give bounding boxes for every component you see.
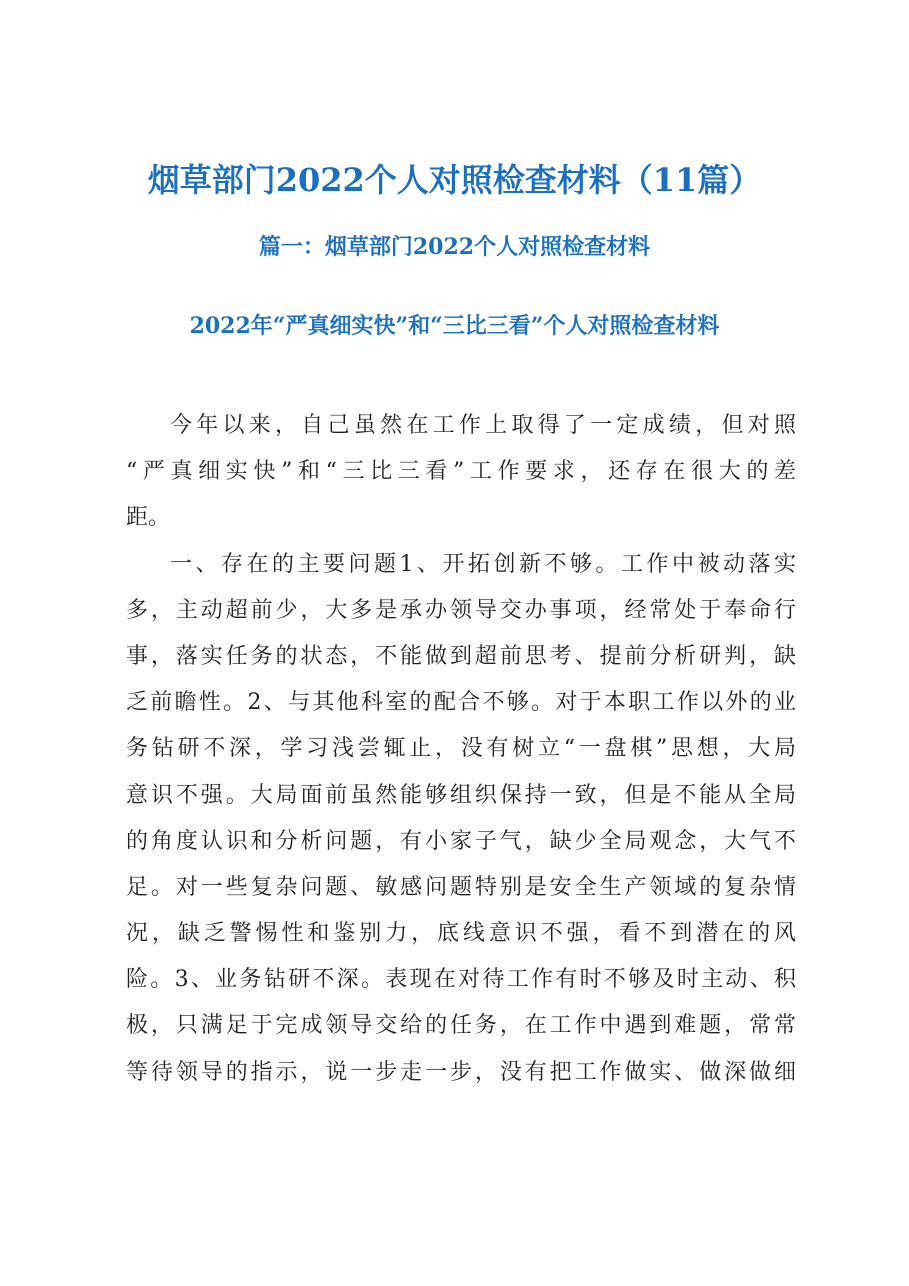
body-line: 事，落实任务的状态，不能做到超前思考、提前分析研判，缺	[126, 643, 796, 669]
body-line: 务钻研不深，学习浅尝辄止，没有树立“一盘棋”思想，大局	[126, 736, 796, 762]
body-text	[126, 403, 796, 1096]
body-line: 今年以来，自己虽然在工作上取得了一定成绩，但对照	[170, 413, 796, 438]
section-heading: 篇一：烟草部门2022个人对照检查材料	[258, 234, 651, 260]
body-line: 距。	[126, 505, 171, 531]
body-line: 足。对一些复杂问题、敏感问题特别是安全生产领域的复杂情	[126, 874, 796, 900]
body-line: 况，缺乏警惕性和鉴别力，底线意识不强，看不到潜在的风	[126, 921, 796, 947]
body-line: 极，只满足于完成领导交给的任务，在工作中遇到难题，常常	[126, 1013, 796, 1039]
document-title: 烟草部门2022个人对照检查材料（11篇）	[147, 161, 762, 199]
section-subheading: 2022年“严真细实快”和“三比三看”个人对照检查材料	[189, 313, 720, 339]
body-line: 等待领导的指示，说一步走一步，没有把工作做实、做深做细	[126, 1059, 796, 1085]
body-line: “严真细实快”和“三比三看”工作要求，还存在很大的差	[126, 459, 796, 485]
body-line: 的角度认识和分析问题，有小家子气，缺少全局观念，大气不	[126, 828, 796, 854]
body-line: 意识不强。大局面前虽然能够组织保持一致，但是不能从全局	[126, 782, 796, 808]
body-line: 多，主动超前少，大多是承办领导交办事项，经常处于奉命行	[126, 597, 796, 623]
body-line: 乏前瞻性。2、与其他科室的配合不够。对于本职工作以外的业	[126, 690, 796, 716]
body-line: 一、存在的主要问题1、开拓创新不够。工作中被动落实	[170, 551, 796, 577]
body-line: 险。3、业务钻研不深。表现在对待工作有时不够及时主动、积	[126, 967, 796, 993]
